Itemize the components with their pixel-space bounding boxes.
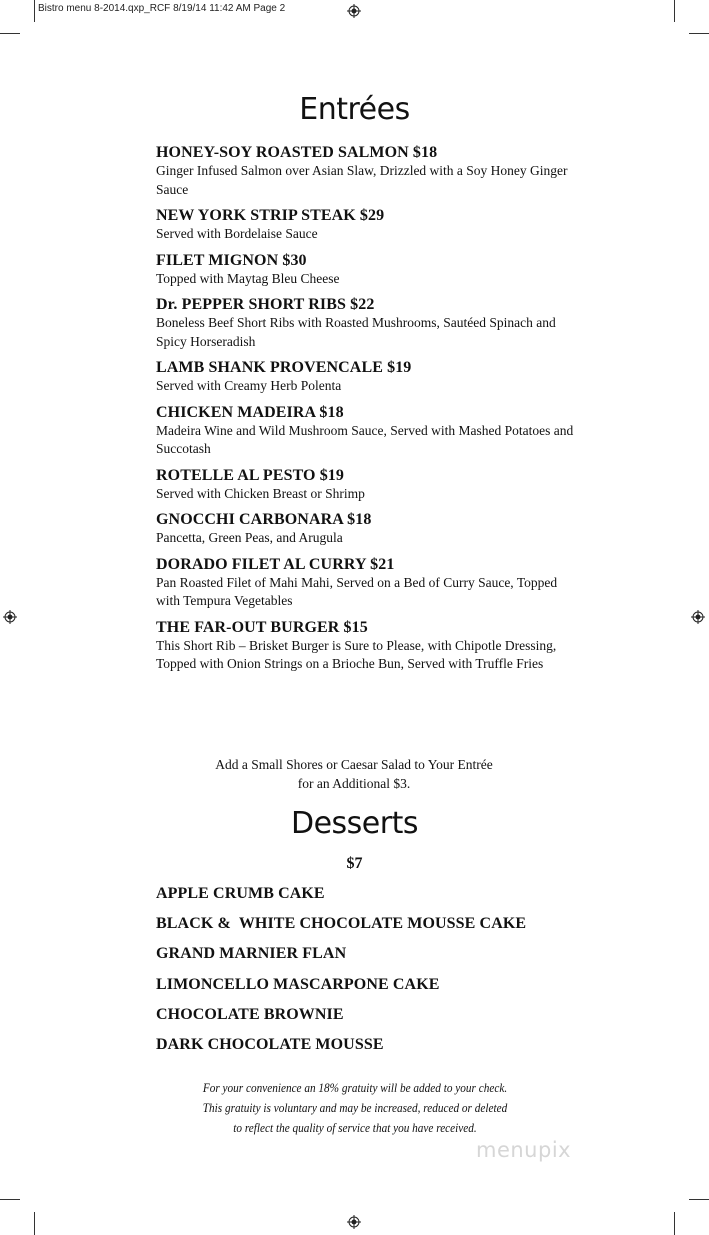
addon-line: for an Additional $3. — [297, 776, 411, 791]
registration-mark-icon — [691, 610, 705, 624]
menu-item — [156, 295, 576, 351]
item-description: Served with Bordelaise Sauce — [156, 226, 318, 241]
gratuity-line: to reflect the quality of service that you have received. — [233, 1121, 477, 1135]
menu-item — [156, 403, 576, 459]
item-description: Boneless Beef Short Ribs with Roasted Mushrooms, Sautéed Spinach and Spicy Horseradish — [156, 315, 556, 349]
entrees-title: Entrées — [299, 92, 410, 127]
gratuity-line: For your convenience an 18% gratuity will be added to your check. — [202, 1081, 508, 1095]
gratuity-line: This gratuity is voluntary and may be increased, reduced or deleted — [202, 1101, 508, 1115]
item-description: Topped with Maytag Bleu Cheese — [156, 270, 340, 286]
dessert-item: CHOCOLATE BROWNIE — [156, 1005, 344, 1023]
addon-line: Add a Small Shores or Caesar Salad to Your Entrée — [215, 757, 493, 772]
item-name: LAMB SHANK PROVENCALE $19 — [156, 359, 412, 376]
item-description: Pancetta, Green Peas, and Arugula — [156, 530, 343, 545]
dessert-price: $7 — [346, 855, 363, 872]
item-name: Dr. PEPPER SHORT RIBS $22 — [156, 296, 375, 313]
item-name: HONEY-SOY ROASTED SALMON $18 — [156, 144, 438, 161]
menu-item — [156, 251, 576, 289]
dessert-item: BLACK & WHITE CHOCOLATE MOUSSE CAKE — [156, 915, 527, 933]
menu-item — [156, 206, 576, 244]
dessert-item: LIMONCELLO MASCARPONE CAKE — [156, 975, 440, 993]
dessert-list — [156, 884, 606, 1065]
desserts-title: Desserts — [290, 806, 418, 841]
item-description: This Short Rib – Brisket Burger is Sure to Please, with Chipotle Dressing, Topped with Onion Strings on a Brioche Bun, Served with Truffle Fries — [156, 637, 557, 671]
item-name: ROTELLE AL PESTO $19 — [156, 466, 344, 484]
dessert-item: APPLE CRUMB CAKE — [156, 885, 325, 902]
entree-list — [156, 143, 576, 681]
menu-item — [156, 555, 576, 611]
registration-mark-icon — [3, 610, 17, 624]
dessert-item: GRAND MARNIER FLAN — [156, 945, 347, 963]
crop-mark — [674, 0, 675, 22]
item-name: THE FAR-OUT BURGER $15 — [156, 618, 368, 636]
gratuity-note — [171, 1078, 540, 1138]
menu-item — [156, 358, 576, 396]
menu-item — [156, 466, 576, 504]
crop-mark — [34, 1212, 35, 1235]
item-description: Ginger Infused Salmon over Asian Slaw, Drizzled with a Soy Honey Ginger Sauce — [156, 163, 568, 197]
item-name: NEW YORK STRIP STEAK $29 — [156, 207, 385, 224]
crop-mark — [0, 1199, 20, 1200]
crop-mark — [689, 1199, 709, 1200]
item-description: Pan Roasted Filet of Mahi Mahi, Served on a Bed of Curry Sauce, Topped with Tempura Vegetables — [156, 574, 558, 608]
menu-item — [156, 510, 576, 548]
crop-mark — [0, 33, 20, 34]
dessert-item: DARK CHOCOLATE MOUSSE — [156, 1035, 384, 1053]
item-description: Served with Chicken Breast or Shrimp — [156, 485, 365, 501]
item-name: CHICKEN MADEIRA $18 — [156, 403, 344, 421]
registration-mark-icon — [347, 1215, 361, 1229]
item-description: Served with Creamy Herb Polenta — [156, 378, 342, 393]
item-description: Madeira Wine and Wild Mushroom Sauce, Served with Mashed Potatoes and Succotash — [156, 422, 574, 456]
menupix-watermark: menupix — [476, 1138, 572, 1162]
item-name: GNOCCHI CARBONARA $18 — [156, 511, 372, 528]
item-name: FILET MIGNON $30 — [156, 251, 307, 269]
crop-mark — [689, 33, 709, 34]
crop-mark — [34, 0, 35, 22]
menu-item — [156, 618, 576, 674]
print-slug: Bistro menu 8-2014.qxp_RCF 8/19/14 11:42 AM Page 2 — [38, 3, 286, 14]
crop-mark — [674, 1212, 675, 1235]
registration-mark-icon — [347, 4, 361, 18]
item-name: DORADO FILET AL CURRY $21 — [156, 555, 395, 573]
salad-addon-note — [154, 755, 554, 793]
menu-item — [156, 143, 576, 199]
